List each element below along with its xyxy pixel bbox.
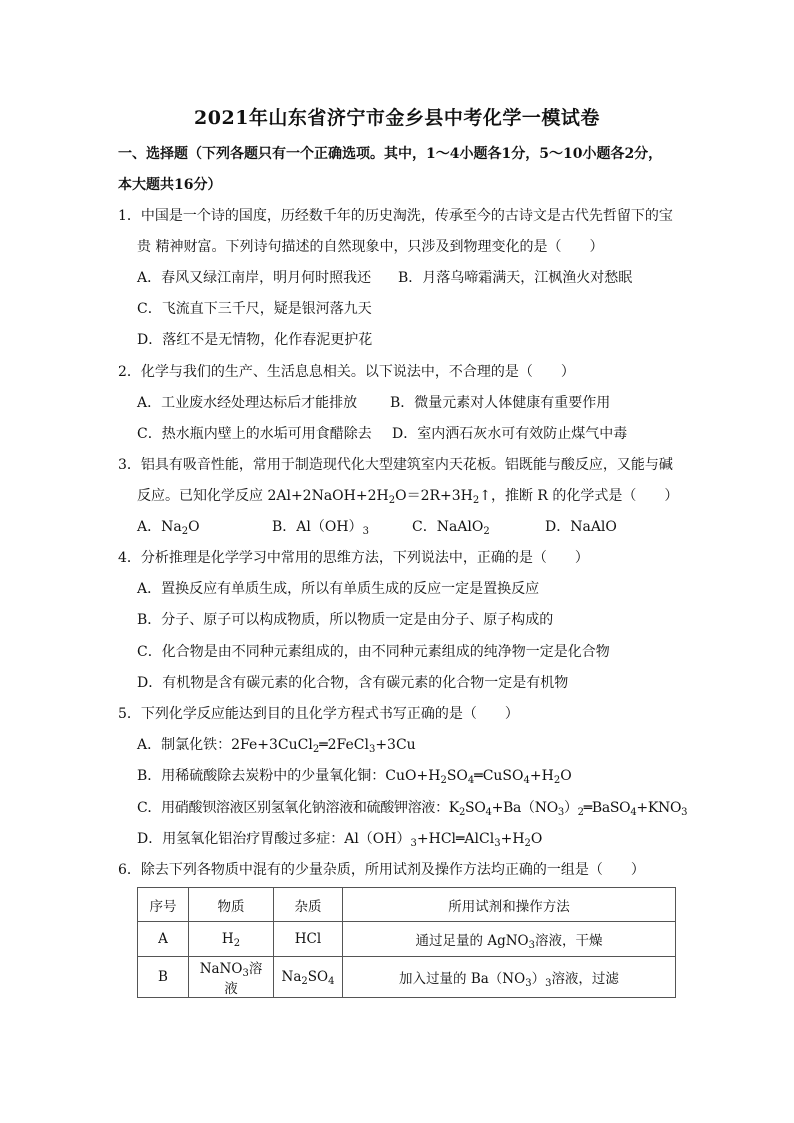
section-heading-cont: 本大题共16分） [118,177,222,193]
question-3-option-b: B．$Al(OH)_3$ [272,519,369,537]
question-6-table [137,887,676,998]
question-4-option-a: A．置换反应有单质生成，所以有单质生成的反应一定是置换反应 [137,581,540,597]
question-4-option-c: C．化合物是由不同种元素组成的，由不同种元素组成的纯净物一定是化合物 [137,644,610,660]
question-5-option-a: A．制氯化铁：2Fe+3CuCl$_2$═2FeCl$_3$+3Cu [137,737,416,755]
section-heading: 一、选择题（下列各题只有一个正确选项。其中，1～4小题各1分，5～10小题各2分， [118,146,663,162]
question-5-option-c: C．用硝酸钡溶液区别氢氧化钠溶液和硫酸钾溶液：$K_2SO_4+Ba(NO_3)_2═BaSO_4+KNO_3$ [137,800,688,818]
table-row [138,922,676,957]
question-5-option-d: D．用氢氧化铝治疗胃酸过多症：$Al(OH)_3+HCl═AlCl_3+H_2O$ [137,831,543,849]
table-cell-no: A [138,922,189,957]
question-1-stem-cont: 贵 精神财富。下列诗句描述的自然现象中，只涉及到物理变化的是（ ） [137,239,604,255]
question-2-option-a: A．工业废水经处理达标后才能排放 [137,395,358,411]
question-3-option-a: A．$Na_2O$ [137,519,200,537]
table-header-row [138,888,676,922]
question-2-stem: 2．化学与我们的生产、生活息息相关。以下说法中，不合理的是（ ） [118,364,575,380]
question-4-stem: 4．分析推理是化学学习中常用的思维方法，下列说法中，正确的是（ ） [118,550,589,566]
exam-title: 2021年山东省济宁市金乡县中考化学一模试卷 [194,107,600,129]
table-cell-impurity: HCl [274,922,343,957]
table-cell-method: 通过足量的 AgNO$_3$溶液，干燥 [343,922,676,957]
question-1-option-a: A．春风又绿江南岸，明月何时照我还 [137,270,372,286]
table-header-cell: 序号 [138,888,189,922]
table-header-cell: 物质 [189,888,274,922]
question-3-stem-cont: 反应。已知化学反应 $2Al+2NaOH+2H_2O=2R+3H_2↑$，推断 R 的化学式是（ ） [137,488,679,506]
question-5-option-b: B．用稀硫酸除去炭粉中的少量氧化铜：$CuO+H_2SO_4═CuSO_4+H_2O$ [137,768,572,786]
question-3-option-d: D．NaAlO [545,519,617,535]
question-4-option-d: D．有机物是含有碳元素的化合物，含有碳元素的化合物一定是有机物 [137,675,569,691]
question-1-option-b: B．月落乌啼霜满天，江枫渔火对愁眠 [398,270,633,286]
question-2-option-c: C．热水瓶内壁上的水垢可用食醋除去 [137,426,372,442]
table-cell-substance: NaNO$_3$溶液 [189,957,274,998]
question-1-option-c: C．飞流直下三千尺，疑是银河落九天 [137,301,372,317]
table-header-cell: 杂质 [274,888,343,922]
question-4-option-b: B．分子、原子可以构成物质，所以物质一定是由分子、原子构成的 [137,612,554,628]
question-5-stem: 5．下列化学反应能达到目的且化学方程式书写正确的是（ ） [118,706,519,722]
table-row [138,957,676,998]
table-cell-substance: $H_2$ [189,922,274,957]
question-2-option-d: D．室内洒石灰水可有效防止煤气中毒 [392,426,628,442]
table-header-cell: 所用试剂和操作方法 [343,888,676,922]
question-3-stem: 3．铝具有吸音性能，常用于制造现代化大型建筑室内天花板。铝既能与酸反应，又能与碱 [118,457,673,473]
table-cell-method: 加入过量的 $Ba(NO_3)_3$溶液，过滤 [343,957,676,998]
question-2-option-b: B．微量元素对人体健康有重要作用 [390,395,611,411]
table-cell-no: B [138,957,189,998]
question-1-option-d: D．落红不是无情物，化作春泥更护花 [137,332,373,348]
question-6-stem: 6．除去下列各物质中混有的少量杂质，所用试剂及操作方法均正确的一组是（ ） [118,862,645,878]
table-cell-impurity: $Na_2SO_4$ [274,957,343,998]
question-3-option-c: C．NaAlO$_2$ [412,519,490,537]
question-1-stem: 1．中国是一个诗的国度，历经数千年的历史淘洗，传承至今的古诗文是古代先哲留下的宝 [118,208,673,224]
